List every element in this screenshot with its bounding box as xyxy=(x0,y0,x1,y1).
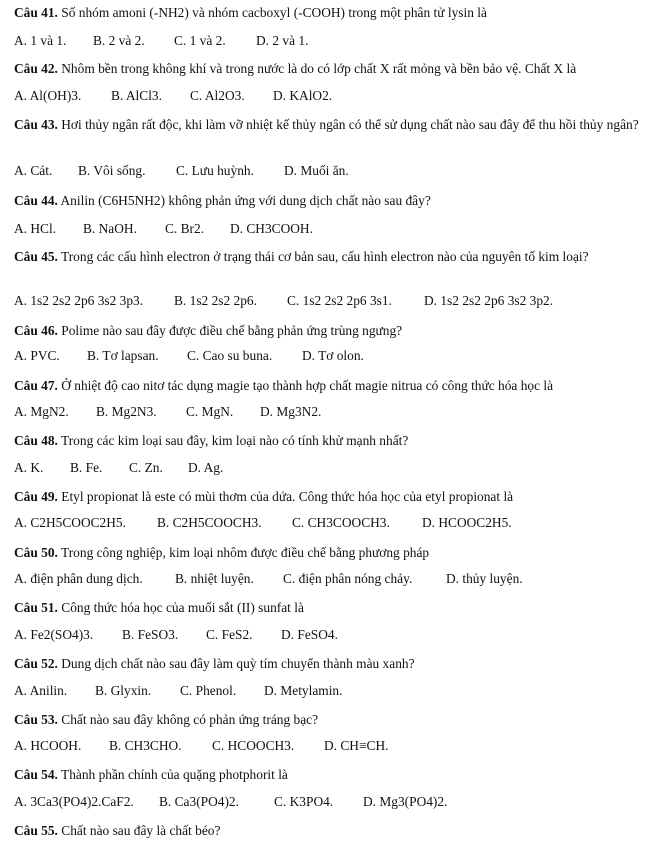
question-text: Nhôm bền trong không khí và trong nước là do có lớp chất X rất mỏng và bền bảo vệ. Chất X là xyxy=(61,61,577,76)
option-a: A. MgN2. xyxy=(14,404,69,419)
answer-options xyxy=(14,403,639,421)
option-a: A. Cát. xyxy=(14,163,53,178)
question-number: Câu 46. xyxy=(14,323,58,338)
option-b: B. nhiệt luyện. xyxy=(175,571,254,586)
question-text: Thành phần chính của quặng photphorit là xyxy=(61,767,288,782)
question-number: Câu 50. xyxy=(14,545,58,560)
question xyxy=(14,766,639,783)
option-a: A. HCl. xyxy=(14,221,57,236)
option-c: C. Phenol. xyxy=(180,683,237,698)
option-c: C. K3PO4. xyxy=(274,794,334,809)
option-b: B. Glyxin. xyxy=(95,683,152,698)
option-b: B. 1s2 2s2 2p6. xyxy=(174,293,257,308)
question xyxy=(14,192,639,209)
option-b: B. Mg2N3. xyxy=(96,404,157,419)
option-d: D. Ag. xyxy=(188,460,224,475)
option-b: B. C2H5COOCH3. xyxy=(157,515,262,530)
option-c: C. Zn. xyxy=(129,460,163,475)
question xyxy=(14,60,639,77)
option-a: A. PVC. xyxy=(14,348,60,363)
option-c: C. MgN. xyxy=(186,404,234,419)
option-c: C. Br2. xyxy=(165,221,205,236)
question xyxy=(14,377,639,394)
option-a: A. K. xyxy=(14,460,44,475)
answer-options xyxy=(14,793,639,811)
option-b: B. NaOH. xyxy=(83,221,137,236)
question-number: Câu 53. xyxy=(14,712,58,727)
answer-options xyxy=(14,162,639,180)
option-c: C. CH3COOCH3. xyxy=(292,515,390,530)
question xyxy=(14,822,639,839)
question-text: Hơi thủy ngân rất độc, khi làm vỡ nhiệt kế thủy ngân có thể sử dụng chất nào sau đây để thu hồi thủy ngân? xyxy=(61,117,639,132)
option-d: D. HCOOC2H5. xyxy=(422,515,512,530)
question xyxy=(14,116,639,133)
answer-options xyxy=(14,514,639,532)
question-text: Chất nào sau đây là chất béo? xyxy=(61,823,221,838)
option-c: C. 1s2 2s2 2p6 3s1. xyxy=(287,293,392,308)
option-c: C. Cao su buna. xyxy=(187,348,273,363)
question xyxy=(14,544,639,561)
option-a: A. C2H5COOC2H5. xyxy=(14,515,126,530)
option-d: D. CH≡CH. xyxy=(324,738,389,753)
option-d: D. 1s2 2s2 2p6 3s2 3p2. xyxy=(424,293,554,308)
question-number: Câu 54. xyxy=(14,767,58,782)
answer-options xyxy=(14,292,639,310)
question-number: Câu 43. xyxy=(14,117,58,132)
answer-options xyxy=(14,87,639,105)
option-c: C. điện phân nóng chảy. xyxy=(283,571,413,586)
answer-options xyxy=(14,220,639,238)
question xyxy=(14,599,639,616)
question-number: Câu 45. xyxy=(14,249,58,264)
option-a: A. Fe2(SO4)3. xyxy=(14,627,94,642)
question-text: Chất nào sau đây không có phản ứng tráng bạc? xyxy=(61,712,319,727)
answer-options xyxy=(14,737,639,755)
option-d: D. Tơ olon. xyxy=(302,348,364,363)
option-b: B. 2 và 2. xyxy=(93,33,145,48)
question-text: Trong các cấu hình electron ở trạng thái cơ bản sau, cấu hình electron nào của nguyên tố kim loại? xyxy=(61,249,589,264)
question-text: Etyl propionat là este có mùi thơm của dứa. Công thức hóa học của etyl propionat là xyxy=(61,489,514,504)
question-text: Dung dịch chất nào sau đây làm quỳ tím chuyển thành màu xanh? xyxy=(61,656,415,671)
option-b: B. Tơ lapsan. xyxy=(87,348,159,363)
question-text: Trong công nghiệp, kim loại nhôm được điều chế bằng phương pháp xyxy=(61,545,430,560)
option-a: A. HCOOH. xyxy=(14,738,82,753)
question-number: Câu 48. xyxy=(14,433,58,448)
question-text: Ở nhiệt độ cao nitơ tác dụng magie tạo thành hợp chất magie nitrua có công thức hóa học là xyxy=(61,378,554,393)
option-c: C. Al2O3. xyxy=(190,88,245,103)
question-number: Câu 41. xyxy=(14,5,58,20)
question-number: Câu 49. xyxy=(14,489,58,504)
option-d: D. Muối ăn. xyxy=(284,163,349,178)
option-b: B. AlCl3. xyxy=(111,88,162,103)
question xyxy=(14,322,639,339)
option-c: C. HCOOCH3. xyxy=(212,738,295,753)
option-a: A. 1s2 2s2 2p6 3s2 3p3. xyxy=(14,293,144,308)
option-b: B. FeSO3. xyxy=(122,627,179,642)
answer-options xyxy=(14,32,639,50)
question-text: Công thức hóa học của muối sắt (II) sunfat là xyxy=(61,600,304,615)
question-number: Câu 44. xyxy=(14,193,58,208)
question-text: Số nhóm amoni (-NH2) và nhóm cacboxyl (-COOH) trong một phân tử lysin là xyxy=(61,5,487,20)
option-a: A. điện phân dung dịch. xyxy=(14,571,143,586)
question-number: Câu 42. xyxy=(14,61,58,76)
answer-options xyxy=(14,459,639,477)
option-d: D. KAlO2. xyxy=(273,88,333,103)
question xyxy=(14,711,639,728)
option-d: D. thủy luyện. xyxy=(446,571,523,586)
question xyxy=(14,248,639,265)
question xyxy=(14,488,639,505)
option-d: D. CH3COOH. xyxy=(230,221,313,236)
option-c: C. Lưu huỳnh. xyxy=(176,163,254,178)
option-d: D. FeSO4. xyxy=(281,627,338,642)
option-c: C. FeS2. xyxy=(206,627,253,642)
question-number: Câu 47. xyxy=(14,378,58,393)
option-d: D. Mg3(PO4)2. xyxy=(363,794,448,809)
option-b: B. Fe. xyxy=(70,460,103,475)
option-a: A. Al(OH)3. xyxy=(14,88,82,103)
question-number: Câu 51. xyxy=(14,600,58,615)
question-text: Trong các kim loại sau đây, kim loại nào có tính khử mạnh nhất? xyxy=(61,433,409,448)
question xyxy=(14,432,639,449)
option-c: C. 1 và 2. xyxy=(174,33,226,48)
question xyxy=(14,4,639,21)
option-d: D. Metylamin. xyxy=(264,683,343,698)
question xyxy=(14,655,639,672)
option-b: B. Ca3(PO4)2. xyxy=(159,794,239,809)
option-a: A. 3Ca3(PO4)2.CaF2. xyxy=(14,794,134,809)
option-b: B. Vôi sống. xyxy=(78,163,146,178)
question-text: Anilin (C6H5NH2) không phản ứng với dung dịch chất nào sau đây? xyxy=(60,193,431,208)
answer-options xyxy=(14,626,639,644)
question-number: Câu 52. xyxy=(14,656,58,671)
option-d: D. 2 và 1. xyxy=(256,33,309,48)
question-text: Polime nào sau đây được điều chế bằng phản ứng trùng ngưng? xyxy=(61,323,403,338)
option-d: D. Mg3N2. xyxy=(260,404,322,419)
option-a: A. 1 và 1. xyxy=(14,33,67,48)
option-a: A. Anilin. xyxy=(14,683,68,698)
answer-options xyxy=(14,682,639,700)
option-b: B. CH3CHO. xyxy=(109,738,182,753)
question-number: Câu 55. xyxy=(14,823,58,838)
answer-options xyxy=(14,570,639,588)
answer-options xyxy=(14,347,639,365)
